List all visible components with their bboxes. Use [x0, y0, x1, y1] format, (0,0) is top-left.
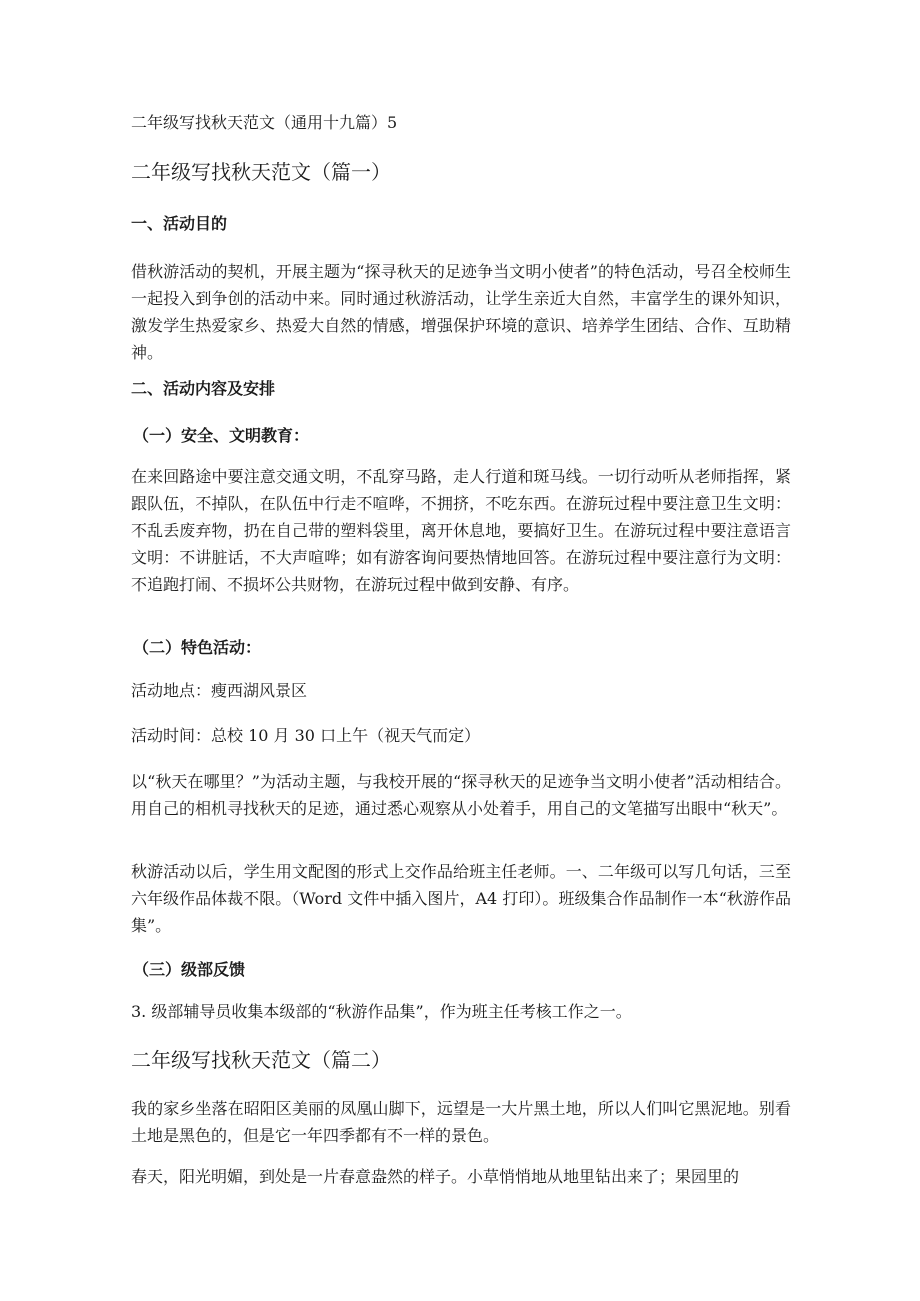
document-title: 二年级写找秋天范文（通用十九篇）5: [131, 113, 398, 132]
subsection-3-heading: （三）级部反馈: [133, 960, 246, 979]
chapter-2-paragraph-1: 我的家乡坐落在昭阳区美丽的凤凰山脚下，远望是一大片黑土地，所以人们叫它黑泥地。别看土地是黑色的，但是它一年四季都有不一样的景色。: [131, 1099, 791, 1145]
section-1-paragraph: 借秋游活动的契机，开展主题为“探寻秋天的足迹争当文明小使者”的特色活动，号召全校师生一起投入到争创的活动中来。同时通过秋游活动，让学生亲近大自然，丰富学生的课外知识，激发学生热爱家乡、热爱大自然的情感，增强保护环境的意识、培养学生团结、合作、互助精神。: [131, 262, 791, 362]
section-2-heading: 二、活动内容及安排: [131, 379, 276, 398]
chapter-2-title: 二年级写找秋天范文（篇二）: [131, 1048, 391, 1072]
subsection-2-heading: （二）特色活动：: [133, 638, 262, 657]
chapter-2-paragraph-2: 春天，阳光明媚，到处是一片春意盎然的样子。小草悄悄地从地里钻出来了；果园里的: [131, 1167, 740, 1186]
chapter-1-title: 二年级写找秋天范文（篇一）: [131, 160, 391, 184]
activity-location: 活动地点：瘦西湖风景区: [131, 681, 308, 700]
subsection-1-paragraph: 在来回路途中要注意交通文明，不乱穿马路，走人行道和斑马线。一切行动听从老师指挥，紧跟队伍，不掉队，在队伍中行走不喧哗，不拥挤，不吃东西。在游玩过程中要注意卫生文明：不乱丢废弃物，扔在自己带的塑料袋里，离开休息地，要搞好卫生。在游玩过程中要注意语言文明：不讲脏话，不大声喧哗；如有游客询问要热情地回答。在游玩过程中要注意行为文明：不追跑打闹、不损坏公共财物，在游玩过程中做到安静、有序。: [131, 467, 791, 594]
submission-paragraph: 秋游活动以后，学生用文配图的形式上交作品给班主任老师。一、二年级可以写几句话，三至六年级作品体裁不限。（Word 文件中插入图片，A4 打印）。班级集合作品制作一本“秋游作品集”。: [131, 862, 791, 935]
section-1-heading: 一、活动目的: [131, 214, 228, 233]
feedback-paragraph: 3. 级部辅导员收集本级部的“秋游作品集”，作为班主任考核工作之一。: [131, 1002, 632, 1021]
activity-theme-paragraph: 以“秋天在哪里？”为活动主题，与我校开展的“探寻秋天的足迹争当文明小使者”活动相结合。用自己的相机寻找秋天的足迹，通过悉心观察从小处着手，用自己的文笔描写出眼中“秋天”。: [131, 772, 791, 818]
activity-time: 活动时间：总校 10 月 30 口上午（视天气而定）: [131, 726, 481, 745]
subsection-1-heading: （一）安全、文明教育：: [133, 426, 310, 445]
